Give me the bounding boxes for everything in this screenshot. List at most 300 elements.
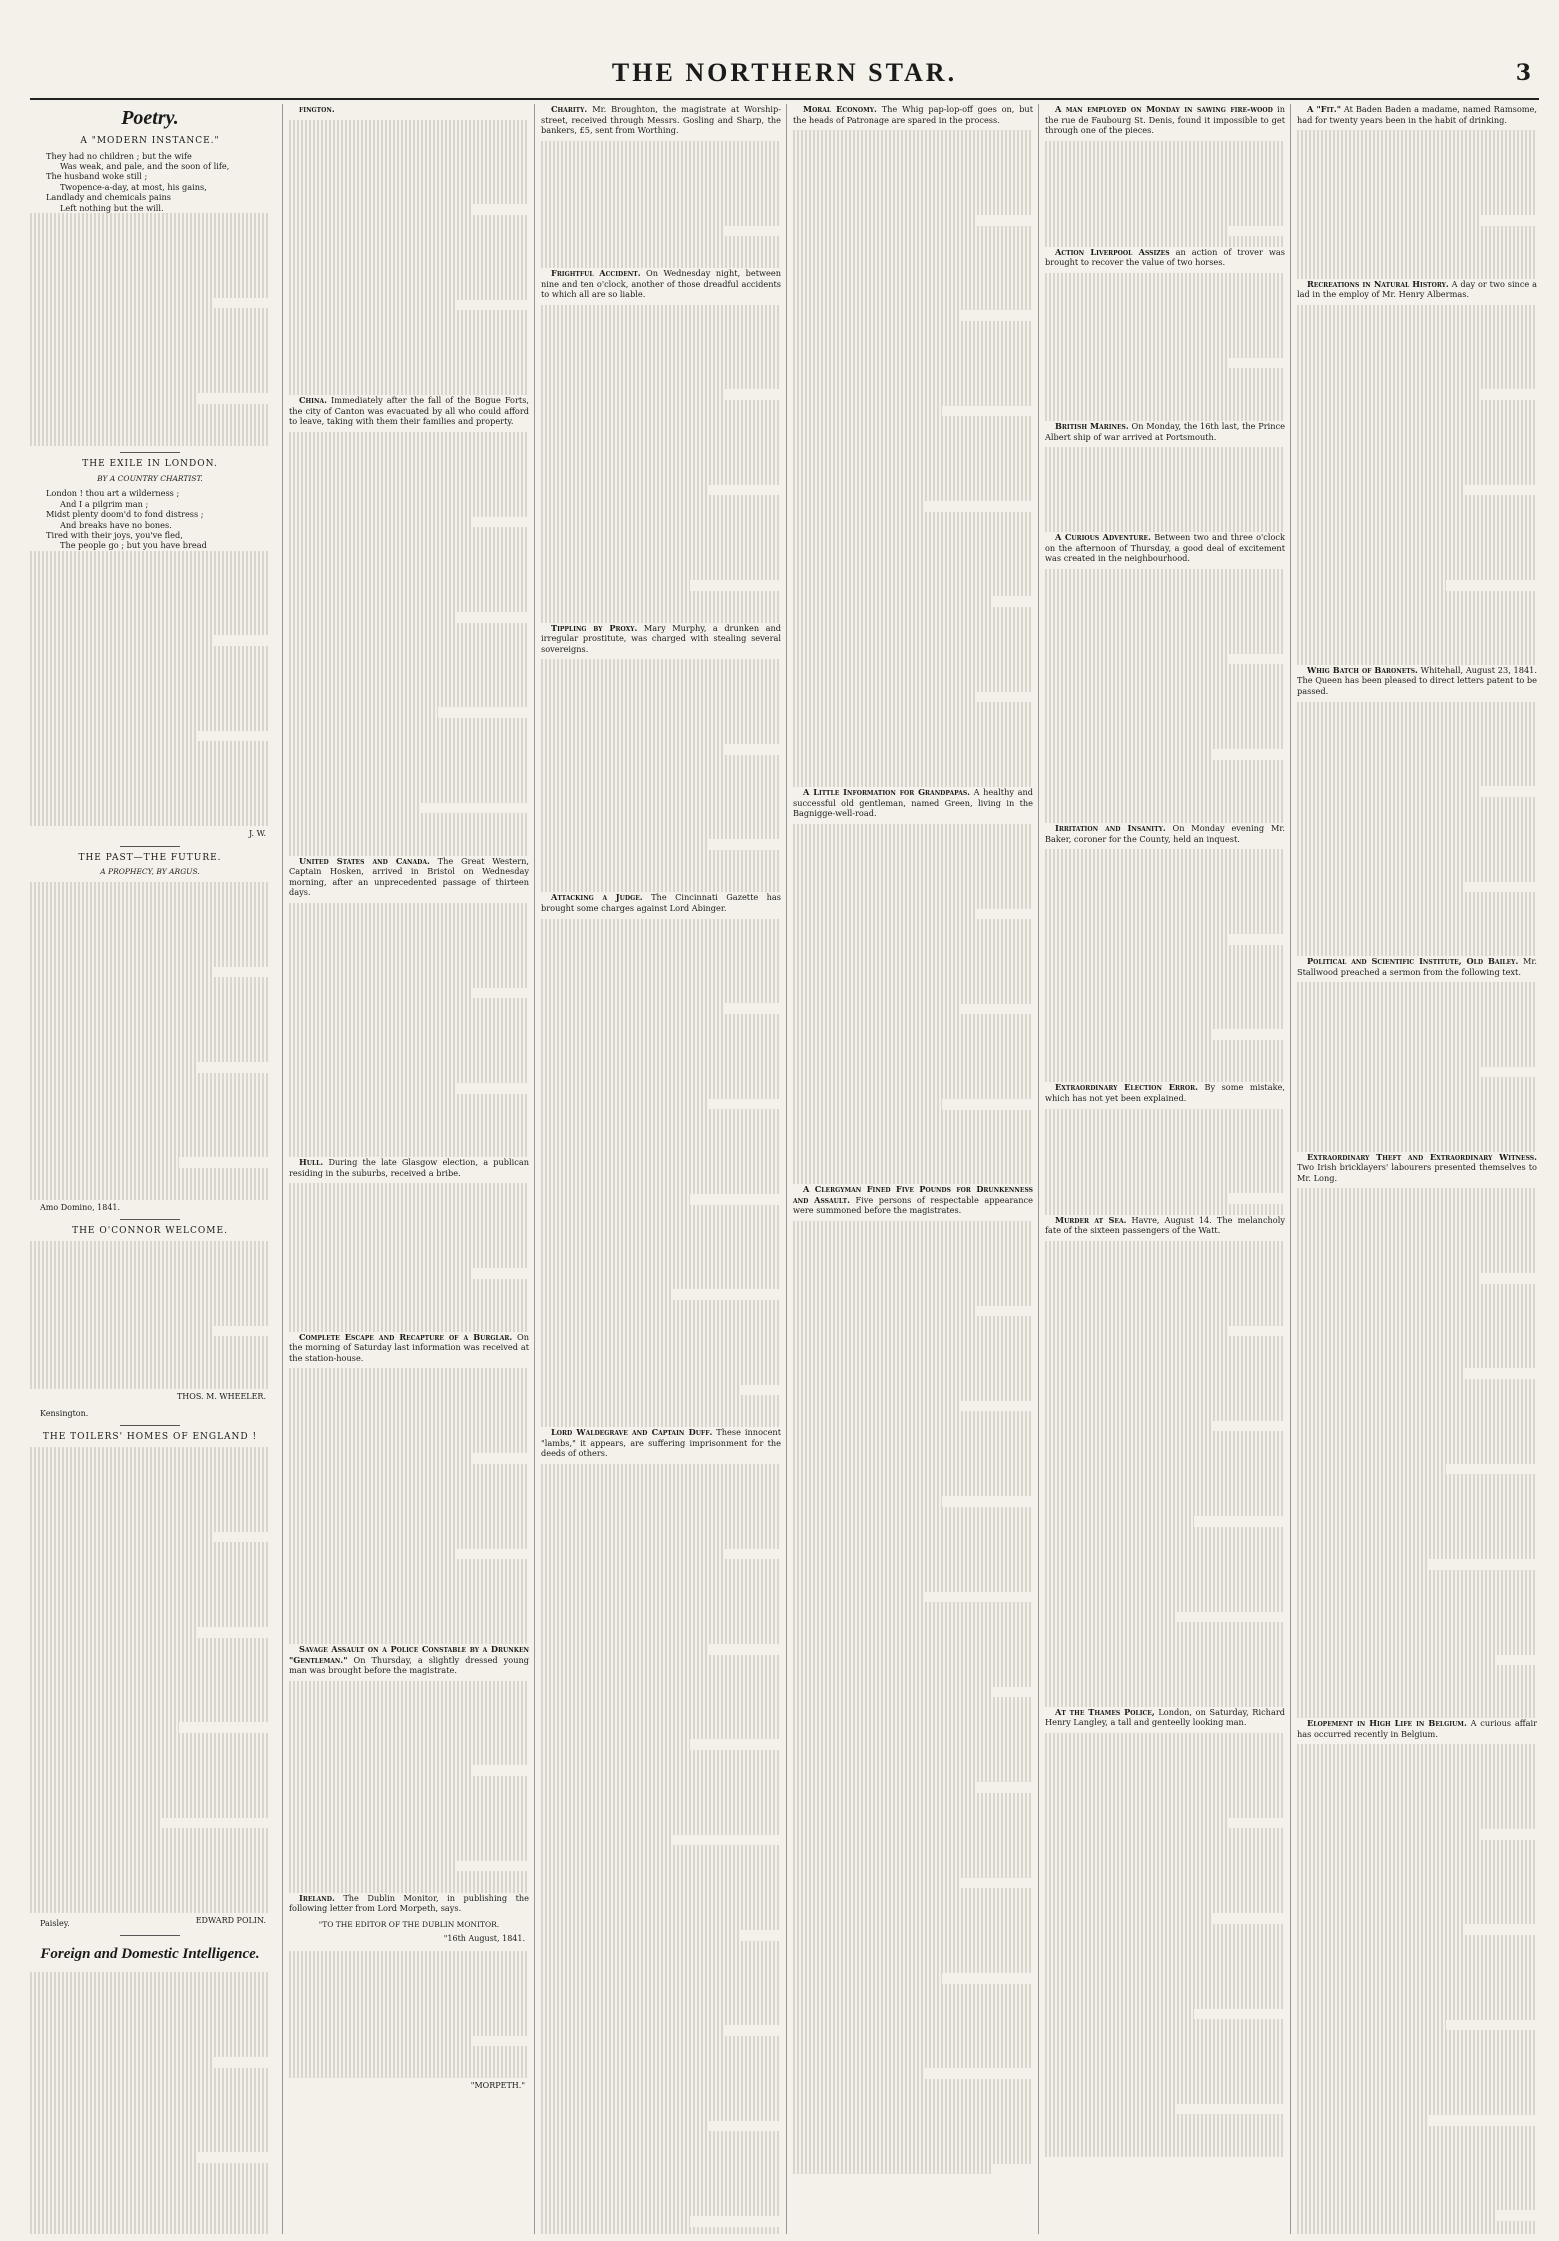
text-line <box>289 384 529 395</box>
text-line <box>1045 977 1285 988</box>
text-line <box>1045 1686 1285 1697</box>
text-line <box>1297 411 1537 422</box>
text-line <box>289 1612 529 1623</box>
text-line <box>1297 1871 1537 1882</box>
text-line <box>541 548 781 559</box>
text-line <box>793 2111 1033 2122</box>
text-line <box>541 1919 781 1930</box>
text-line <box>541 2025 723 2036</box>
article-paragraph <box>1045 247 1285 268</box>
text-line <box>289 1850 529 1861</box>
text-line <box>541 744 723 755</box>
text-line <box>30 2174 270 2185</box>
text-line <box>541 495 781 506</box>
text-line <box>1045 1130 1285 1141</box>
text-line <box>793 1284 1033 1295</box>
text-line <box>793 1486 1033 1497</box>
text-line <box>541 1835 673 1846</box>
poem-subtitle: A PROPHECY, BY ARGUS. <box>100 867 200 877</box>
text-line <box>793 1390 1033 1401</box>
article-text: Mary Murphy, a drunken and irregular prostitute, was charged with stealing several sovereigns. <box>541 622 781 654</box>
text-line <box>1297 1644 1537 1655</box>
text-line <box>793 257 1033 268</box>
text-line <box>793 543 1033 554</box>
text-line <box>1045 1474 1285 1485</box>
text-line <box>793 1046 1033 1057</box>
text-line <box>1297 914 1537 925</box>
article-paragraph <box>1045 104 1285 136</box>
text-line <box>1297 644 1537 655</box>
text-line <box>289 665 529 676</box>
text-line <box>1045 871 1285 882</box>
text-line <box>1297 485 1463 496</box>
text-line <box>30 1083 270 1094</box>
text-line <box>1045 1294 1285 1305</box>
text-line <box>30 1030 270 1041</box>
text-line <box>793 1750 1033 1761</box>
text-line <box>793 342 1033 353</box>
text-line <box>30 805 270 816</box>
text-line <box>1297 141 1537 152</box>
text-line <box>541 215 781 226</box>
text-line <box>1297 808 1537 819</box>
text-line <box>1297 1829 1479 1840</box>
text-line <box>541 1120 781 1131</box>
text-line <box>793 845 1033 856</box>
text-line <box>541 336 781 347</box>
text-line <box>289 750 529 761</box>
text-line <box>289 1538 529 1549</box>
text-line <box>289 495 529 506</box>
text-line <box>793 1994 1033 2005</box>
text-line <box>541 1771 781 1782</box>
text-line <box>289 1062 529 1073</box>
text-line <box>541 612 781 623</box>
page-number: 3 <box>1515 60 1531 86</box>
text-line <box>30 1818 162 1829</box>
text-line <box>1297 226 1537 237</box>
text-line <box>541 173 781 184</box>
text-line <box>1297 2210 1496 2221</box>
text-line <box>793 1464 1033 1475</box>
text-line <box>1297 2020 1446 2031</box>
signature: J. W. <box>248 829 266 839</box>
divider <box>120 846 180 847</box>
text-filler <box>1045 1241 1285 1707</box>
text-line <box>289 453 529 464</box>
text-line <box>1297 871 1537 882</box>
text-line <box>1297 1840 1537 1851</box>
text-line <box>541 2195 781 2206</box>
text-line <box>1045 1368 1285 1379</box>
text-line <box>289 1744 529 1755</box>
text-filler <box>289 1951 529 2078</box>
text-line <box>289 813 529 824</box>
text-line <box>30 1983 270 1994</box>
text-line <box>30 1500 270 1511</box>
text-line <box>1045 1934 1285 1945</box>
article-text: Whitehall, August 23, 1841. The Queen has been pleased to direct letters patent to be passed. <box>1297 664 1537 697</box>
text-line <box>1045 1251 1285 1262</box>
text-line <box>793 1173 1033 1184</box>
text-line <box>289 1797 529 1808</box>
text-line <box>1045 1537 1285 1548</box>
text-line <box>793 734 1033 745</box>
text-line <box>289 633 529 644</box>
article-paragraph <box>1297 1718 1537 1739</box>
text-line <box>30 1532 212 1543</box>
text-line <box>1297 755 1537 766</box>
article-text: Two Irish bricklayers' labourers presented themselves to Mr. Long. <box>1297 1162 1537 1183</box>
text-line <box>1045 685 1285 696</box>
text-line <box>793 919 1033 930</box>
text-line <box>1297 1506 1537 1517</box>
text-line <box>30 1786 270 1797</box>
text-line <box>1297 2073 1537 2084</box>
text-line <box>30 1680 270 1691</box>
text-line <box>541 1077 781 1088</box>
column-2 <box>282 104 529 2234</box>
text-line <box>1045 1633 1285 1644</box>
text-line <box>1045 860 1285 871</box>
text-line <box>541 1152 781 1163</box>
text-line <box>541 1909 781 1920</box>
article-paragraph <box>1045 1082 1285 1103</box>
text-line <box>1045 1818 1227 1829</box>
text-line <box>289 675 529 686</box>
text-line <box>30 1648 270 1659</box>
text-line <box>1297 1903 1537 1914</box>
article-text: Immediately after the fall of the Bogue Forts, the city of Canton was evacuated by all who could afford to leave, taking with them their families and property. <box>289 395 529 427</box>
text-line <box>541 453 781 464</box>
article-paragraph <box>289 1644 529 1676</box>
text-line <box>541 1247 781 1258</box>
text-line <box>1045 1029 1211 1040</box>
article-lead: Irritation and Insanity. <box>1055 823 1166 834</box>
text-line <box>1045 1966 1285 1977</box>
text-line <box>541 1046 781 1057</box>
verse-line: And breaks have no bones. <box>60 519 172 530</box>
text-line <box>1297 358 1537 369</box>
article-paragraph <box>289 1332 529 1364</box>
text-line <box>1045 998 1285 1009</box>
text-line <box>541 1109 781 1120</box>
article-lead: A Little Information for Grandpapas. <box>803 787 971 797</box>
text-line <box>1297 1024 1537 1035</box>
text-line <box>289 247 529 258</box>
text-line <box>289 474 529 485</box>
text-line <box>793 490 1033 501</box>
text-line <box>30 1595 270 1606</box>
text-line <box>793 1306 975 1317</box>
text-line <box>1297 1014 1537 1025</box>
article-text: Five persons of respectable appearance were summoned before the magistrates. <box>793 1194 1033 1216</box>
text-line <box>289 1147 529 1158</box>
text-line <box>289 1808 529 1819</box>
article-text: Havre, August 14. The melancholy fate of the sixteen passengers of the Watt. <box>1045 1214 1285 1236</box>
article-paragraph <box>1045 1707 1285 1728</box>
text-line <box>793 1909 1033 1920</box>
text-filler <box>541 659 781 892</box>
text-line <box>30 1670 270 1681</box>
place-line: Kensington. <box>40 1408 89 1418</box>
text-line <box>793 1025 1033 1036</box>
text-line <box>793 2100 1033 2111</box>
text-line <box>1297 1077 1537 1088</box>
text-line <box>30 583 270 594</box>
text-filler <box>793 824 1033 1184</box>
letter-date: "16th August, 1841. <box>443 1934 525 1944</box>
text-line <box>793 247 1033 258</box>
text-line <box>1045 945 1285 956</box>
text-line <box>1297 1765 1537 1776</box>
text-line <box>1297 570 1537 581</box>
text-line <box>30 977 270 988</box>
text-line <box>289 654 529 665</box>
text-filler <box>289 120 529 395</box>
article-lead: Political and Scientific Institute, Old Bailey. <box>1307 955 1519 966</box>
article-text: Between two and three o'clock on the afternoon of Thursday, a good deal of excitement was created in the neighbourhood. <box>1045 532 1285 564</box>
text-line <box>1297 453 1537 464</box>
text-line <box>30 414 270 425</box>
text-line <box>289 1464 529 1475</box>
text-line <box>793 1253 1033 1264</box>
text-line <box>541 1099 707 1110</box>
text-line <box>1297 517 1537 528</box>
article-text: On Monday, the 16th last, the Prince Albert ship of war arrived at Portsmouth. <box>1045 421 1285 442</box>
text-line <box>30 372 270 383</box>
text-line <box>30 1009 270 1020</box>
text-line <box>1297 336 1537 347</box>
text-filler <box>1045 141 1285 247</box>
text-line <box>289 1300 529 1311</box>
text-line <box>289 130 529 141</box>
text-line <box>30 710 270 721</box>
text-line <box>1045 1172 1285 1183</box>
text-line <box>541 1342 781 1353</box>
poem-title: THE PAST—THE FUTURE. <box>78 852 222 863</box>
text-line <box>1297 215 1479 226</box>
text-line <box>541 1750 781 1761</box>
text-line <box>541 559 781 570</box>
text-line <box>541 659 781 670</box>
poem-title: THE O'CONNOR WELCOME. <box>72 1226 228 1237</box>
text-line <box>289 1115 529 1126</box>
text-line <box>289 1400 529 1411</box>
verse-line: Twopence-a-day, at most, his gains, <box>60 181 207 192</box>
text-line <box>30 893 270 904</box>
text-line <box>289 559 529 570</box>
text-line <box>541 1024 781 1035</box>
text-line <box>541 1485 781 1496</box>
text-line <box>793 887 1033 898</box>
text-line <box>1045 2093 1285 2104</box>
text-line <box>1045 1956 1285 1967</box>
text-line <box>30 2078 270 2089</box>
text-line <box>541 1474 781 1485</box>
text-line <box>1045 924 1285 935</box>
text-line <box>793 940 1033 951</box>
text-line <box>1045 717 1285 728</box>
text-line <box>541 1972 781 1983</box>
text-line <box>1045 1008 1285 1019</box>
text-line <box>289 1570 529 1581</box>
text-line <box>1297 1797 1537 1808</box>
text-line <box>541 591 781 602</box>
text-line <box>793 1645 1033 1656</box>
text-line <box>289 1421 529 1432</box>
text-line <box>1045 1484 1285 1495</box>
text-line <box>541 305 781 316</box>
text-line <box>30 1828 270 1839</box>
text-line <box>793 1443 1033 1454</box>
text-line <box>541 1183 781 1194</box>
article-text: On the morning of Saturday last information was received at the station-house. <box>289 1331 529 1363</box>
text-line <box>793 1931 1033 1942</box>
text-line <box>1045 305 1285 316</box>
text-line <box>1045 490 1285 501</box>
article-paragraph <box>541 104 781 136</box>
text-line <box>30 1839 270 1850</box>
article-text: in the rue de Faubourg St. Denis, found it impossible to get through one of the pieces. <box>1045 104 1285 136</box>
text-line <box>30 1252 270 1263</box>
text-line <box>1297 1549 1537 1560</box>
text-line <box>30 924 270 935</box>
article-paragraph <box>793 787 1033 819</box>
text-line <box>1297 1924 1463 1935</box>
text-line <box>1297 1882 1537 1893</box>
text-line <box>1297 2126 1537 2137</box>
text-line <box>30 1073 270 1084</box>
text-filler <box>289 1183 529 1331</box>
text-line <box>541 1506 781 1517</box>
article-lead: fington. <box>299 104 335 114</box>
newspaper-title: THE NORTHERN STAR. <box>611 58 958 87</box>
text-line <box>289 1205 529 1216</box>
text-line <box>289 538 529 549</box>
text-line <box>289 1268 471 1279</box>
text-line <box>793 1337 1033 1348</box>
text-line <box>541 151 781 162</box>
text-line <box>793 628 1033 639</box>
poem-title: THE EXILE IN LONDON. <box>82 459 218 470</box>
text-line <box>793 972 1033 983</box>
text-line <box>289 183 529 194</box>
text-line <box>1297 797 1537 808</box>
text-line <box>793 427 1033 438</box>
text-line <box>30 319 270 330</box>
text-line <box>541 1003 723 1014</box>
text-line <box>30 425 270 436</box>
article-paragraph <box>1045 532 1285 564</box>
text-line <box>1045 1019 1285 1030</box>
text-line <box>541 2174 781 2185</box>
text-line <box>1045 1357 1285 1368</box>
text-line <box>793 1560 1033 1571</box>
text-line <box>541 2184 781 2195</box>
text-line <box>541 818 781 829</box>
text-line <box>793 1316 1033 1327</box>
article-lead: A Clergyman Fined Five Pounds for Drunkenness and Assault. <box>793 1183 1033 1205</box>
text-line <box>30 2110 270 2121</box>
divider <box>120 1219 180 1220</box>
text-line <box>793 1878 959 1889</box>
text-line <box>541 2205 781 2216</box>
article-text: The Whig pap-lop-off goes on, but the heads of Patronage are spared in the process. <box>793 104 1033 125</box>
text-line <box>30 383 270 394</box>
text-line <box>1045 987 1285 998</box>
text-line <box>289 935 529 946</box>
text-line <box>793 1899 1033 1910</box>
text-line <box>30 1797 270 1808</box>
text-line <box>793 1295 1033 1306</box>
text-line <box>289 1871 529 1882</box>
text-line <box>541 961 781 972</box>
text-line <box>1045 2072 1285 2083</box>
text-line <box>793 1422 1033 1433</box>
text-line <box>1297 580 1446 591</box>
text-line <box>1297 982 1537 993</box>
article-lead: Charity. <box>551 104 588 114</box>
text-line <box>1297 1453 1537 1464</box>
text-line <box>541 1941 781 1952</box>
text-line <box>793 512 1033 523</box>
text-line <box>1297 1977 1537 1988</box>
text-line <box>793 1867 1033 1878</box>
text-line <box>1297 2104 1537 2115</box>
verse-line: London ! thou art a wilderness ; <box>46 488 180 499</box>
text-line <box>1297 236 1537 247</box>
text-line <box>289 686 529 697</box>
text-line <box>289 236 529 247</box>
text-line <box>541 1300 781 1311</box>
text-line <box>793 2089 1033 2100</box>
text-line <box>793 1142 1033 1153</box>
text-line <box>30 2205 270 2216</box>
text-line <box>793 1623 1033 1634</box>
article-paragraph <box>793 104 1033 125</box>
text-line <box>1045 849 1285 860</box>
text-line <box>541 421 781 432</box>
text-line <box>1045 183 1285 194</box>
text-line <box>1297 1935 1537 1946</box>
text-line <box>793 1825 1033 1836</box>
text-line <box>1297 1464 1446 1475</box>
text-line <box>541 162 781 173</box>
text-line <box>541 1416 781 1427</box>
article-paragraph <box>541 623 781 655</box>
text-line <box>1045 781 1285 792</box>
text-line <box>30 935 270 946</box>
text-line <box>30 561 270 572</box>
text-line <box>30 1168 270 1179</box>
text-line <box>1045 1162 1285 1173</box>
text-line <box>541 1374 781 1385</box>
text-line <box>30 688 270 699</box>
poem-verse <box>46 151 270 213</box>
columns <box>30 104 1539 2234</box>
text-line <box>541 776 781 787</box>
text-line <box>793 755 1033 766</box>
text-line <box>289 2015 529 2026</box>
text-filler <box>793 130 1033 787</box>
text-line <box>289 988 471 999</box>
text-line <box>541 1549 723 1560</box>
text-line <box>1297 733 1537 744</box>
text-line <box>289 257 529 268</box>
text-line <box>1297 945 1537 956</box>
text-line <box>30 404 270 415</box>
